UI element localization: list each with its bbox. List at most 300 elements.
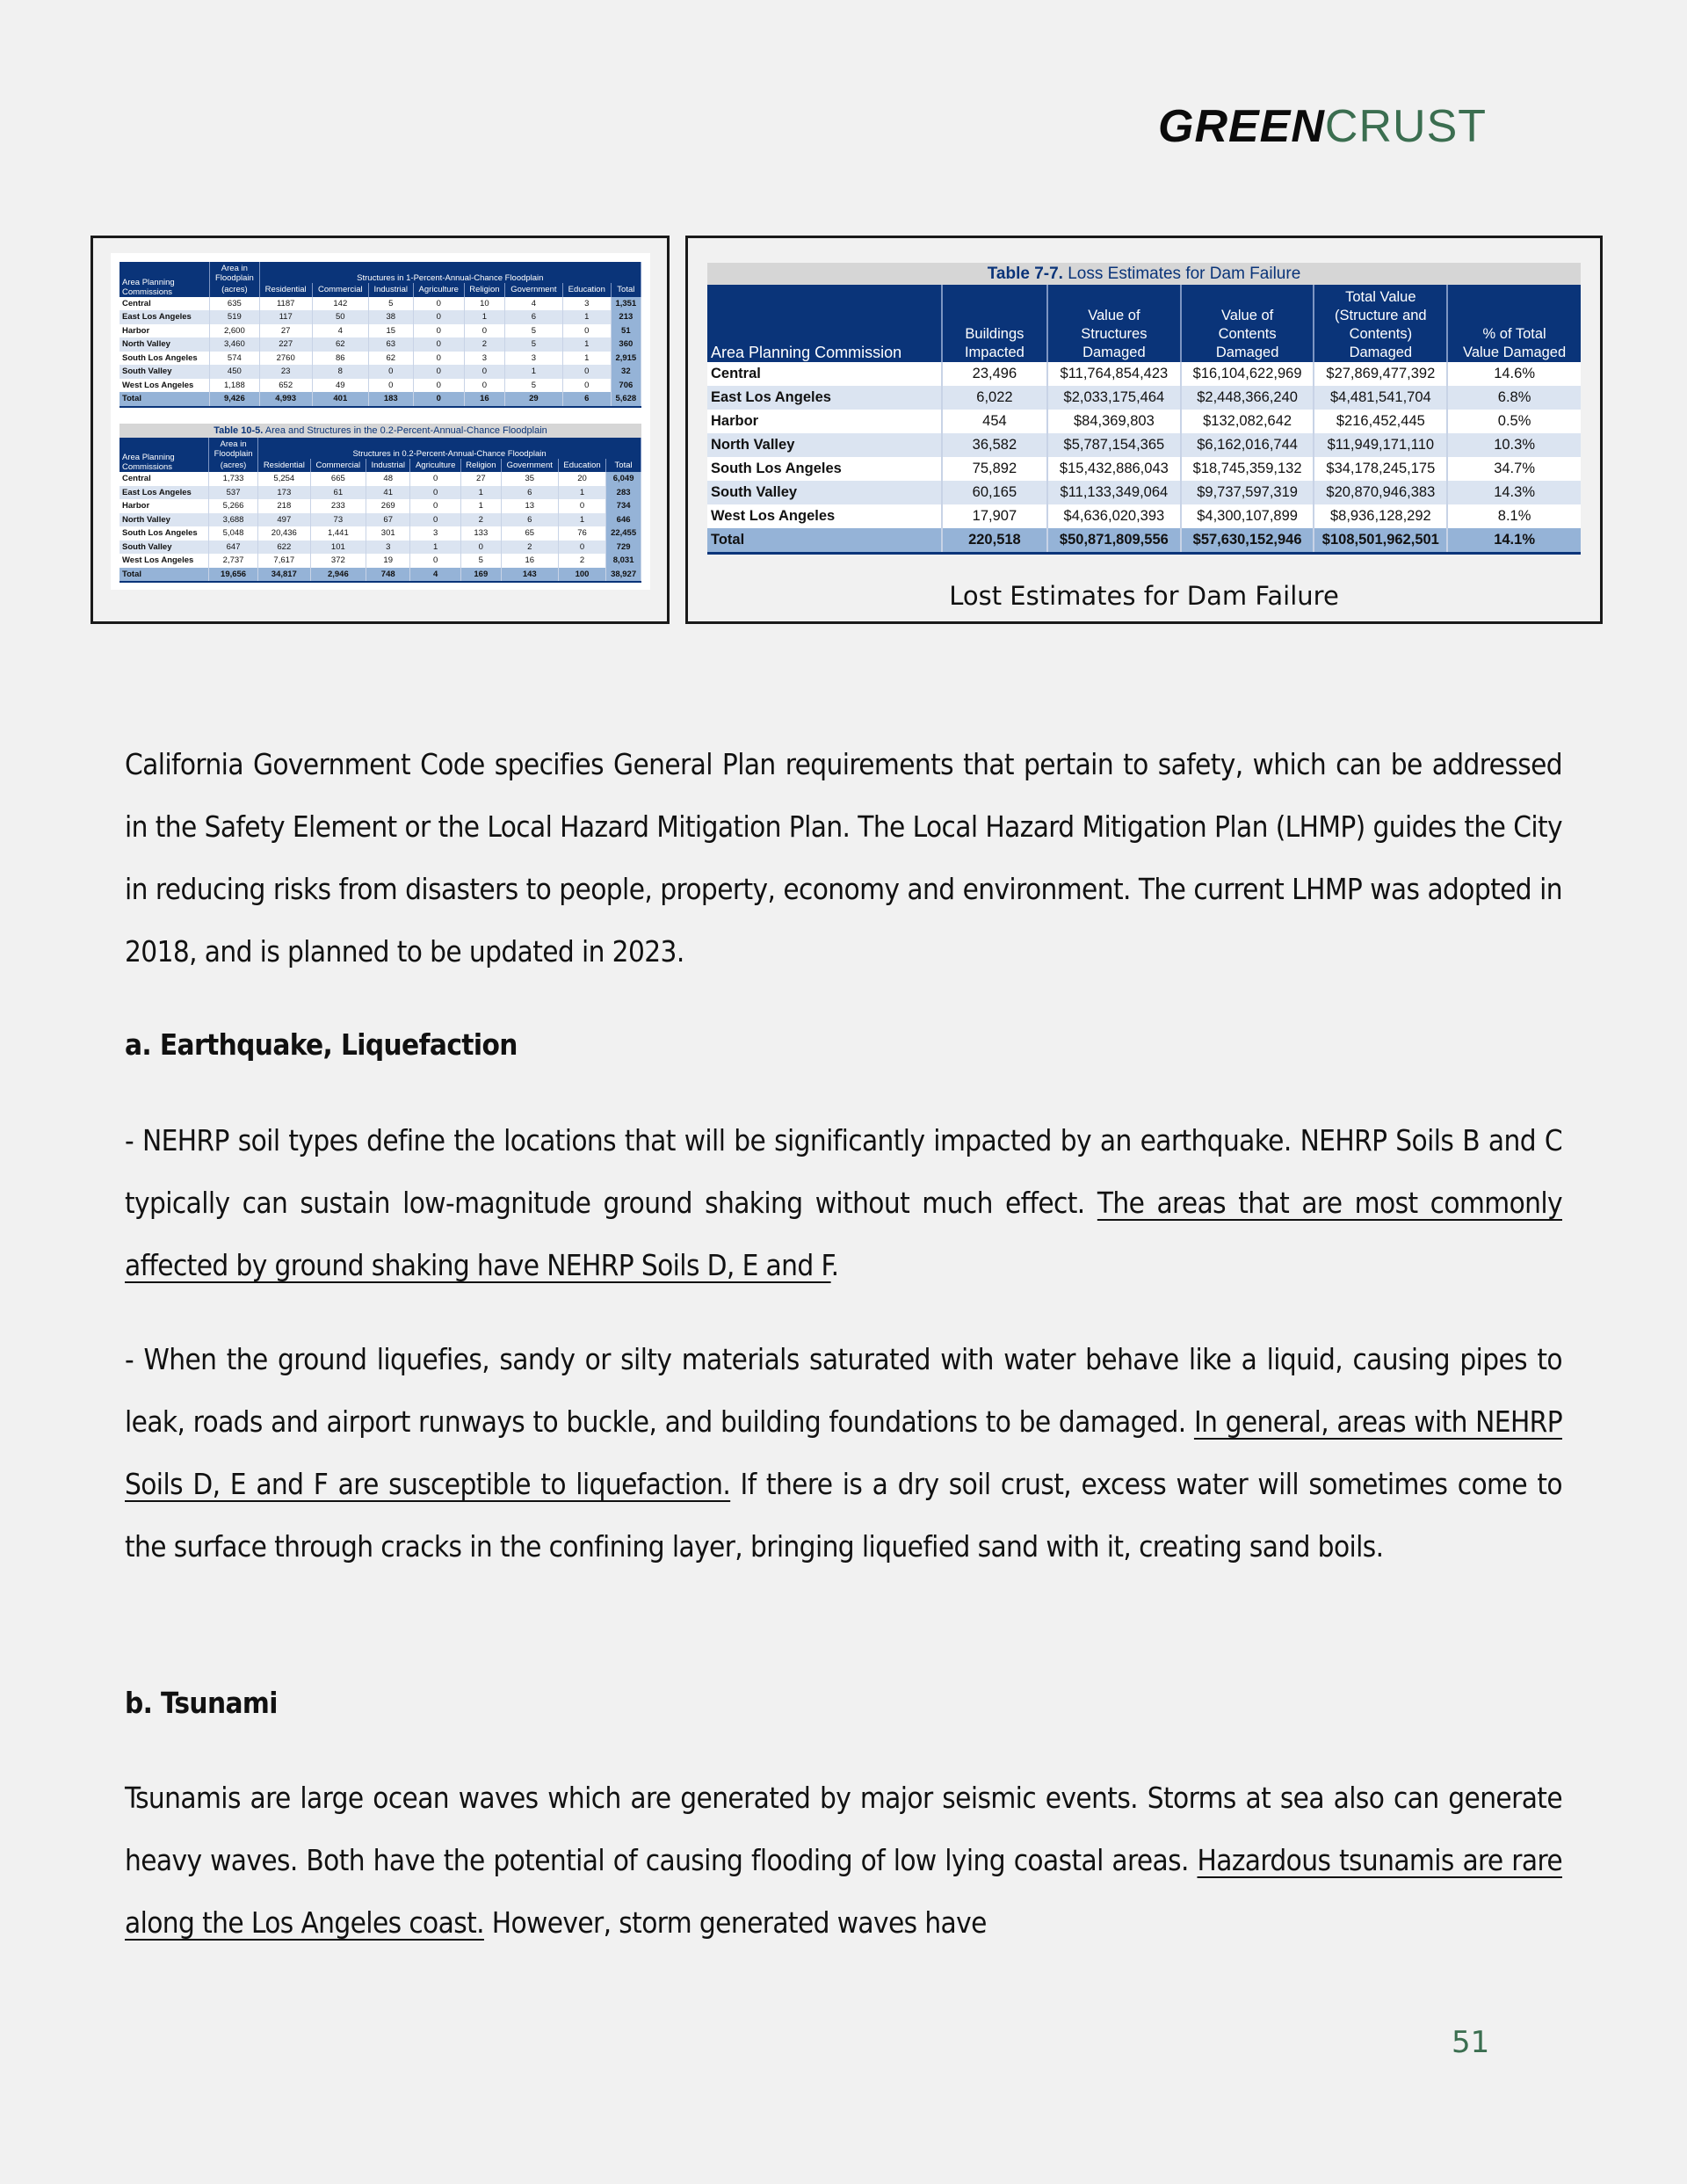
column-header: Industrial <box>366 459 410 473</box>
table-cell: 1 <box>562 352 611 366</box>
group-header: Structures in 0.2-Percent-Annual-Chance Floodplain <box>258 438 641 459</box>
floodplain-tables-figure <box>91 236 670 624</box>
table-cell: $50,871,809,556 <box>1047 528 1181 554</box>
table-cell: 734 <box>606 499 641 513</box>
table-row <box>707 362 1581 386</box>
table-cell: 646 <box>606 513 641 527</box>
paragraph-text: - When the ground liquefies, sandy or silty materials saturated with water behave like a liquid, causing pipes to leak, roads and airport runways to buckle, and building foundations to be damaged. <box>125 1342 1562 1439</box>
table-row <box>119 297 641 311</box>
logo-crust-text: CRUST <box>1324 101 1488 152</box>
column-header: Agriculture <box>413 283 464 297</box>
header-text: Area in <box>220 439 247 449</box>
header-text: Buildings <box>965 326 1025 342</box>
table-cell: 183 <box>368 392 413 407</box>
table-cell: 51 <box>611 324 641 338</box>
column-header-area-unit: (acres) <box>209 459 258 473</box>
table-cell: 6 <box>562 392 611 407</box>
row-label: Central <box>119 297 210 311</box>
table-cell: 75,892 <box>942 457 1047 481</box>
table-cell: 101 <box>310 541 366 555</box>
header-text: Contents) <box>1349 326 1413 342</box>
table-cell: 218 <box>258 499 310 513</box>
row-label: South Los Angeles <box>707 457 942 481</box>
table-cell: 0 <box>368 365 413 379</box>
table-cell: 100 <box>558 568 605 583</box>
table-row <box>119 337 641 352</box>
table-cell: 0 <box>413 324 464 338</box>
table-cell: 5 <box>368 297 413 311</box>
header-text: Damaged <box>1349 345 1413 360</box>
table-cell: 10.3% <box>1447 433 1581 457</box>
header-text: Area Planning <box>122 277 175 287</box>
table-cell: 2 <box>461 513 502 527</box>
table-cell: 34.7% <box>1447 457 1581 481</box>
table-cell: 62 <box>368 352 413 366</box>
table-cell: $84,369,803 <box>1047 410 1181 433</box>
row-label: Total <box>119 392 210 407</box>
table-total-row <box>119 392 641 407</box>
table-cell: 0 <box>464 324 504 338</box>
table-cell: 3 <box>504 352 562 366</box>
table-cell: $4,636,020,393 <box>1047 504 1181 528</box>
column-header <box>1314 285 1447 362</box>
table-cell: 3 <box>410 526 461 541</box>
table-cell: 0 <box>558 541 605 555</box>
table-row <box>707 433 1581 457</box>
table-cell: $15,432,886,043 <box>1047 457 1181 481</box>
table-cell: 62 <box>312 337 368 352</box>
table-cell: 0 <box>413 352 464 366</box>
table-row <box>119 310 641 324</box>
table-cell: 4 <box>312 324 368 338</box>
table-cell: 0 <box>410 472 461 486</box>
table-cell: 2,600 <box>210 324 260 338</box>
table-row <box>707 481 1581 504</box>
table-cell: 283 <box>606 486 641 500</box>
column-header: Religion <box>464 283 504 297</box>
table-total-row <box>707 528 1581 554</box>
header-text: Damaged <box>1215 345 1279 360</box>
paragraph-text: If there is a dry soil crust, excess water will sometimes come to the surface through cracks in the confining layer, bringing liquefied sand with it, creating sand boils. <box>125 1467 1562 1564</box>
table-cell: 2,915 <box>611 352 641 366</box>
table-cell: 0.5% <box>1447 410 1581 433</box>
table-cell: 7,617 <box>258 554 310 568</box>
table-cell: 63 <box>368 337 413 352</box>
table-cell: $4,481,541,704 <box>1314 386 1447 410</box>
section-heading-tsunami: b. Tsunami <box>125 1686 278 1720</box>
table-cell: 15 <box>368 324 413 338</box>
table-cell: 652 <box>259 379 312 393</box>
table-cell: 301 <box>366 526 410 541</box>
table-cell: $216,452,445 <box>1314 410 1447 433</box>
table-cell: 61 <box>310 486 366 500</box>
column-header: Total <box>611 283 641 297</box>
table-cell: 2 <box>558 554 605 568</box>
table-cell: 13 <box>501 499 558 513</box>
table-cell: 6,022 <box>942 386 1047 410</box>
table-cell: 29 <box>504 392 562 407</box>
header-text: (Structure and <box>1335 308 1427 323</box>
header-text: % of Total <box>1482 326 1546 342</box>
header-text: Total Value <box>1345 289 1416 305</box>
caption-text: Area and Structures in the 0.2-Percent-Annual-Chance Floodplain <box>263 424 547 436</box>
table-0-2pct-floodplain <box>119 438 641 584</box>
table-cell: 0 <box>413 392 464 407</box>
header-text: Impacted <box>964 345 1025 360</box>
row-label: Total <box>119 568 209 583</box>
row-label: South Valley <box>119 541 209 555</box>
table-cell: 0 <box>368 379 413 393</box>
row-label: North Valley <box>119 513 209 527</box>
table-cell: 0 <box>562 324 611 338</box>
row-label: South Valley <box>119 365 210 379</box>
table-cell: 5,628 <box>611 392 641 407</box>
table-cell: 5,048 <box>209 526 258 541</box>
table-10-5-caption <box>119 424 641 438</box>
table-cell: 0 <box>464 379 504 393</box>
table-cell: 706 <box>611 379 641 393</box>
table-cell: 635 <box>210 297 260 311</box>
table-cell: 5,266 <box>209 499 258 513</box>
row-label: Central <box>119 472 209 486</box>
table-cell: 1 <box>504 365 562 379</box>
table-cell: 1,733 <box>209 472 258 486</box>
column-header: Commercial <box>310 459 366 473</box>
table-cell: 67 <box>366 513 410 527</box>
table-cell: 0 <box>413 379 464 393</box>
header-text: Floodplain <box>214 273 254 283</box>
column-header-area <box>210 262 260 283</box>
table-cell: 372 <box>310 554 366 568</box>
figure-caption: Lost Estimates for Dam Failure <box>949 581 1339 611</box>
table-cell: 35 <box>501 472 558 486</box>
table-cell: 173 <box>258 486 310 500</box>
column-header <box>1181 285 1314 362</box>
table-cell: 32 <box>611 365 641 379</box>
table-cell: 2760 <box>259 352 312 366</box>
table-cell: 3 <box>366 541 410 555</box>
table-cell: 36,582 <box>942 433 1047 457</box>
table-cell: 86 <box>312 352 368 366</box>
table-cell: 1 <box>562 310 611 324</box>
table-cell: 1,351 <box>611 297 641 311</box>
header-text: Damaged <box>1082 345 1146 360</box>
row-label: West Los Angeles <box>707 504 942 528</box>
table-cell: 5 <box>504 379 562 393</box>
header-text: Commissions <box>122 462 173 472</box>
column-header <box>1447 285 1581 362</box>
table-row <box>119 379 641 393</box>
column-header <box>942 285 1047 362</box>
table-row <box>707 457 1581 481</box>
row-label: East Los Angeles <box>119 486 209 500</box>
table-cell: 1 <box>562 337 611 352</box>
table-cell: 6 <box>504 310 562 324</box>
table-cell: 14.3% <box>1447 481 1581 504</box>
table-cell: $20,870,946,383 <box>1314 481 1447 504</box>
column-header: Government <box>504 283 562 297</box>
row-label: Harbor <box>119 324 210 338</box>
table-row <box>119 554 641 568</box>
column-header: Residential <box>259 283 312 297</box>
table-cell: 401 <box>312 392 368 407</box>
table-cell: 20,436 <box>258 526 310 541</box>
table-cell: 17,907 <box>942 504 1047 528</box>
column-header: Residential <box>258 459 310 473</box>
table-cell: 1 <box>461 486 502 500</box>
header-text: Value of <box>1220 308 1274 323</box>
table-cell: 0 <box>464 365 504 379</box>
table-cell: 73 <box>310 513 366 527</box>
table-cell: 27 <box>461 472 502 486</box>
header-text: Contents <box>1218 326 1277 342</box>
table-cell: 2 <box>464 337 504 352</box>
table-cell: 14.6% <box>1447 362 1581 386</box>
logo-green-text: GREEN <box>1158 101 1325 152</box>
column-header-area-unit: (acres) <box>210 283 260 297</box>
column-header: Agriculture <box>410 459 461 473</box>
table-cell: 38 <box>368 310 413 324</box>
table-cell: 8.1% <box>1447 504 1581 528</box>
table-cell: 1 <box>558 486 605 500</box>
table-cell: 220,518 <box>942 528 1047 554</box>
table-cell: $9,737,597,319 <box>1181 481 1314 504</box>
row-label: East Los Angeles <box>119 310 210 324</box>
row-label: South Los Angeles <box>119 352 210 366</box>
table-cell: 574 <box>210 352 260 366</box>
row-label: South Los Angeles <box>119 526 209 541</box>
table-cell: 143 <box>501 568 558 583</box>
underlined-text: In general, areas with NEHRP Soils D, E and F are susceptible to liquefaction. <box>125 1404 1562 1501</box>
tsunami-paragraph <box>125 1767 1562 1954</box>
table-cell: $2,448,366,240 <box>1181 386 1314 410</box>
table-cell: 5 <box>461 554 502 568</box>
table-cell: 1 <box>410 541 461 555</box>
column-header: Total <box>606 459 641 473</box>
table-cell: $16,104,622,969 <box>1181 362 1314 386</box>
table-cell: 48 <box>366 472 410 486</box>
table-cell: $5,787,154,365 <box>1047 433 1181 457</box>
table-cell: 8 <box>312 365 368 379</box>
table-cell: 16 <box>501 554 558 568</box>
table-cell: 41 <box>366 486 410 500</box>
table-cell: 0 <box>410 486 461 500</box>
greencrust-logo <box>1158 100 1487 153</box>
table-cell: 3,688 <box>209 513 258 527</box>
underlined-text: Hazardous tsunamis are rare along the Los Angeles coast. <box>125 1843 1562 1940</box>
table-cell: 3,460 <box>210 337 260 352</box>
table-cell: 0 <box>461 541 502 555</box>
table-cell: 0 <box>558 499 605 513</box>
table-row <box>119 365 641 379</box>
table-cell: 38,927 <box>606 568 641 583</box>
table-cell: 0 <box>410 513 461 527</box>
table-row <box>119 486 641 500</box>
table-cell: 497 <box>258 513 310 527</box>
table-row <box>707 410 1581 433</box>
table-cell: 0 <box>413 297 464 311</box>
table-cell: 14.1% <box>1447 528 1581 554</box>
row-label: Central <box>707 362 942 386</box>
table-cell: 1,441 <box>310 526 366 541</box>
header-text: Structures <box>1081 326 1148 342</box>
nehrp-paragraph <box>125 1109 1562 1296</box>
table-cell: 233 <box>310 499 366 513</box>
table-cell: 16 <box>464 392 504 407</box>
table-cell: 19 <box>366 554 410 568</box>
table-cell: 27 <box>259 324 312 338</box>
row-label: Harbor <box>119 499 209 513</box>
table-row <box>119 352 641 366</box>
table-cell: $57,630,152,946 <box>1181 528 1314 554</box>
table-cell: 3 <box>562 297 611 311</box>
table-cell: 4,993 <box>259 392 312 407</box>
table-cell: 2,946 <box>310 568 366 583</box>
table-cell: 0 <box>562 379 611 393</box>
table-cell: 1187 <box>259 297 312 311</box>
table-cell: 117 <box>259 310 312 324</box>
table-cell: 8,031 <box>606 554 641 568</box>
table-cell: 22,455 <box>606 526 641 541</box>
table-cell: 169 <box>461 568 502 583</box>
table-cell: 49 <box>312 379 368 393</box>
table-cell: 9,426 <box>210 392 260 407</box>
table-row <box>119 324 641 338</box>
page-number: 51 <box>1452 2025 1490 2060</box>
table-cell: 2 <box>501 541 558 555</box>
table-cell: 6,049 <box>606 472 641 486</box>
table-cell: 1 <box>461 499 502 513</box>
header-text: Value of <box>1088 308 1140 323</box>
table-cell: $34,178,245,175 <box>1314 457 1447 481</box>
table-cell: 213 <box>611 310 641 324</box>
table-cell: $11,764,854,423 <box>1047 362 1181 386</box>
row-label: South Valley <box>707 481 942 504</box>
paragraph-text: Tsunamis are large ocean waves which are generated by major seismic events. Storms at sea also can generate heavy waves. Both have the potential of causing flooding of low lying coastal areas. <box>125 1781 1562 1877</box>
table-cell: 23,496 <box>942 362 1047 386</box>
header-text: Value Damaged <box>1463 345 1567 360</box>
header-text: Area Planning <box>122 453 175 462</box>
table-cell: 19,656 <box>209 568 258 583</box>
table-cell: $4,300,107,899 <box>1181 504 1314 528</box>
group-header: Structures in 1-Percent-Annual-Chance Floodplain <box>259 262 641 283</box>
column-header-apc <box>119 262 210 297</box>
table-cell: 360 <box>611 337 641 352</box>
table-cell: 0 <box>413 365 464 379</box>
table-cell: 5 <box>504 324 562 338</box>
column-header: Religion <box>461 459 502 473</box>
table-cell: 6 <box>501 486 558 500</box>
table-cell: 6 <box>501 513 558 527</box>
row-label: East Los Angeles <box>707 386 942 410</box>
column-header: Education <box>558 459 605 473</box>
row-label: North Valley <box>707 433 942 457</box>
table-cell: 65 <box>501 526 558 541</box>
table-row <box>707 504 1581 528</box>
table-cell: $18,745,359,132 <box>1181 457 1314 481</box>
table-cell: 0 <box>410 499 461 513</box>
row-label: West Los Angeles <box>119 554 209 568</box>
column-header: Industrial <box>368 283 413 297</box>
column-header: Commercial <box>312 283 368 297</box>
paragraph-text: - NEHRP soil types define the locations that will be significantly impacted by an earthquake. NEHRP Soils B and C typically can sustain low-magnitude ground shaking without much effect. <box>125 1123 1562 1220</box>
table-cell: 2,737 <box>209 554 258 568</box>
table-cell: 6.8% <box>1447 386 1581 410</box>
table-dam-failure-losses <box>707 285 1581 555</box>
table-cell: 34,817 <box>258 568 310 583</box>
row-label: West Los Angeles <box>119 379 210 393</box>
table-cell: 76 <box>558 526 605 541</box>
column-header <box>707 285 942 362</box>
table-7-7-caption <box>707 263 1581 285</box>
header-text: Area Planning Commission <box>711 344 902 361</box>
table-cell: $6,162,016,744 <box>1181 433 1314 457</box>
table-cell: 227 <box>259 337 312 352</box>
table-cell: $8,936,128,292 <box>1314 504 1447 528</box>
table-cell: 748 <box>366 568 410 583</box>
table-cell: 0 <box>410 554 461 568</box>
column-header-apc <box>119 438 209 473</box>
table-cell: 4 <box>504 297 562 311</box>
dam-failure-table-image <box>707 263 1581 555</box>
table-cell: 647 <box>209 541 258 555</box>
table-cell: 133 <box>461 526 502 541</box>
table-cell: $108,501,962,501 <box>1314 528 1447 554</box>
table-cell: 537 <box>209 486 258 500</box>
table-cell: 60,165 <box>942 481 1047 504</box>
caption-text: Loss Estimates for Dam Failure <box>1062 265 1301 283</box>
table-cell: 450 <box>210 365 260 379</box>
paragraph-text: However, storm generated waves have <box>483 1905 987 1940</box>
table-row <box>119 499 641 513</box>
floodplain-tables-image <box>111 253 650 590</box>
caption-label: Table 7-7. <box>987 265 1063 283</box>
table-cell: 1,188 <box>210 379 260 393</box>
table-cell: 5 <box>504 337 562 352</box>
table-cell: $2,033,175,464 <box>1047 386 1181 410</box>
column-header: Government <box>501 459 558 473</box>
intro-paragraph: California Government Code specifies General Plan requirements that pertain to safety, which can be addressed in the Safety Element or the Local Hazard Mitigation Plan. The Local Hazard Mitigation Plan (LHMP) guides the City in reducing risks from disasters to people, property, economy and environment. The current LHMP was adopted in 2018, and is planned to be updated in 2023. <box>125 747 1562 969</box>
table-cell: 729 <box>606 541 641 555</box>
table-total-row <box>119 568 641 583</box>
caption-label: Table 10-5. <box>214 424 264 436</box>
liquefaction-paragraph <box>125 1328 1562 1578</box>
section-heading-earthquake: a. Earthquake, Liquefaction <box>125 1027 518 1062</box>
table-cell: 269 <box>366 499 410 513</box>
table-cell: 20 <box>558 472 605 486</box>
dam-failure-figure <box>685 236 1603 624</box>
table-cell: $132,082,642 <box>1181 410 1314 433</box>
underlined-text: The areas that are most commonly affected by ground shaking have NEHRP Soils D, E and F <box>125 1186 1562 1282</box>
table-row <box>119 513 641 527</box>
table-row <box>119 472 641 486</box>
row-label: Total <box>707 528 942 554</box>
column-header: Education <box>562 283 611 297</box>
table-row <box>707 386 1581 410</box>
table-cell: 1 <box>464 310 504 324</box>
column-header <box>1047 285 1181 362</box>
table-cell: 0 <box>413 337 464 352</box>
table-cell: 23 <box>259 365 312 379</box>
table-cell: $11,949,171,110 <box>1314 433 1447 457</box>
table-cell: 0 <box>562 365 611 379</box>
table-row <box>119 526 641 541</box>
table-cell: 3 <box>464 352 504 366</box>
table-cell: 622 <box>258 541 310 555</box>
row-label: Harbor <box>707 410 942 433</box>
table-cell: 4 <box>410 568 461 583</box>
table-cell: $11,133,349,064 <box>1047 481 1181 504</box>
